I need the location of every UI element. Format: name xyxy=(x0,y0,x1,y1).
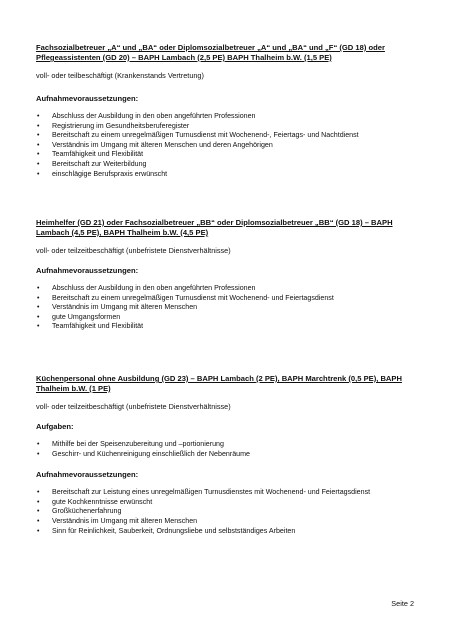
requirements-heading: Aufnahmevoraussetzungen: xyxy=(36,266,139,275)
list-item: • Teamfähigkeit und Flexibilität xyxy=(36,322,414,332)
requirements-list xyxy=(36,488,414,536)
list-item: • Registrierung im Gesundheitsberuferegister xyxy=(36,122,414,132)
list-item: • Verständnis im Umgang mit älteren Menschen xyxy=(36,303,414,313)
job-title: Fachsozialbetreuer „A“ und „BA“ oder Diplomsozialbetreuer „A“ und „BA“ und „F“ (GD 18) oder Pflegeassistenten (GD 20) – BAPH Lambach (2,5 PE) BAPH Thalheim b.W. (1,5 PE) xyxy=(36,43,385,62)
tasks-heading: Aufgaben: xyxy=(36,422,74,431)
page-number: Seite 2 xyxy=(391,599,414,608)
requirements-heading: Aufnahmevoraussetzungen: xyxy=(36,470,139,480)
job-title: Heimhelfer (GD 21) oder Fachsozialbetreuer „BB“ oder Diplomsozialbetreuer „BB“ (GD 18) – BAPH Lambach (4,5 PE), BAPH Thalheim b.W. (4,5 PE) xyxy=(36,218,393,237)
list-item: • Teamfähigkeit und Flexibilität xyxy=(36,150,414,160)
list-item: • Bereitschaft zur Leistung eines unregelmäßigen Turnusdienstes mit Wochenend- und Feiertagsdienst xyxy=(36,488,414,498)
job-title: Küchenpersonal ohne Ausbildung (GD 23) – BAPH Lambach (2 PE), BAPH Marchtrenk (0,5 PE), BAPH Thalheim b.W. (1 PE) xyxy=(36,374,402,393)
list-item: • Abschluss der Ausbildung in den oben angeführten Professionen xyxy=(36,284,414,294)
list-item: • Bereitschaft zur Weiterbildung xyxy=(36,160,414,170)
employment-type: voll- oder teilzeitbeschäftigt (unbefristete Dienstverhältnisse) xyxy=(36,246,231,255)
employment-type: voll- oder teilzeitbeschäftigt (unbefristete Dienstverhältnisse) xyxy=(36,402,231,411)
list-item: • Geschirr- und Küchenreinigung einschließlich der Nebenräume xyxy=(36,450,414,460)
job-section-1 xyxy=(36,43,414,179)
list-item: • Bereitschaft zu einem unregelmäßigen Turnusdienst mit Wochenend-, Feiertags- und Nachtdienst xyxy=(36,131,414,141)
requirements-list xyxy=(36,284,414,332)
list-item: • Verständnis im Umgang mit älteren Menschen xyxy=(36,517,414,527)
employment-type: voll- oder teilbeschäftigt (Krankenstands Vertretung) xyxy=(36,71,204,80)
list-item: • einschlägige Berufspraxis erwünscht xyxy=(36,170,414,180)
list-item: • gute Kochkenntnisse erwünscht xyxy=(36,498,414,508)
requirements-heading: Aufnahmevoraussetzungen: xyxy=(36,94,139,103)
tasks-list xyxy=(36,440,414,459)
list-item: • Mithilfe bei der Speisenzubereitung und –portionierung xyxy=(36,440,414,450)
list-item: • Sinn für Reinlichkeit, Sauberkeit, Ordnungsliebe und selbstständiges Arbeiten xyxy=(36,527,414,537)
list-item: • gute Umgangsformen xyxy=(36,313,414,323)
job-section-3 xyxy=(36,374,414,536)
requirements-list xyxy=(36,112,414,179)
list-item: • Verständnis im Umgang mit älteren Menschen und deren Angehörigen xyxy=(36,141,414,151)
list-item: • Großküchenerfahrung xyxy=(36,507,414,517)
list-item: • Bereitschaft zu einem unregelmäßigen Turnusdienst mit Wochenend- und Feiertagsdienst xyxy=(36,294,414,304)
job-section-2 xyxy=(36,218,414,332)
list-item: • Abschluss der Ausbildung in den oben angeführten Professionen xyxy=(36,112,414,122)
